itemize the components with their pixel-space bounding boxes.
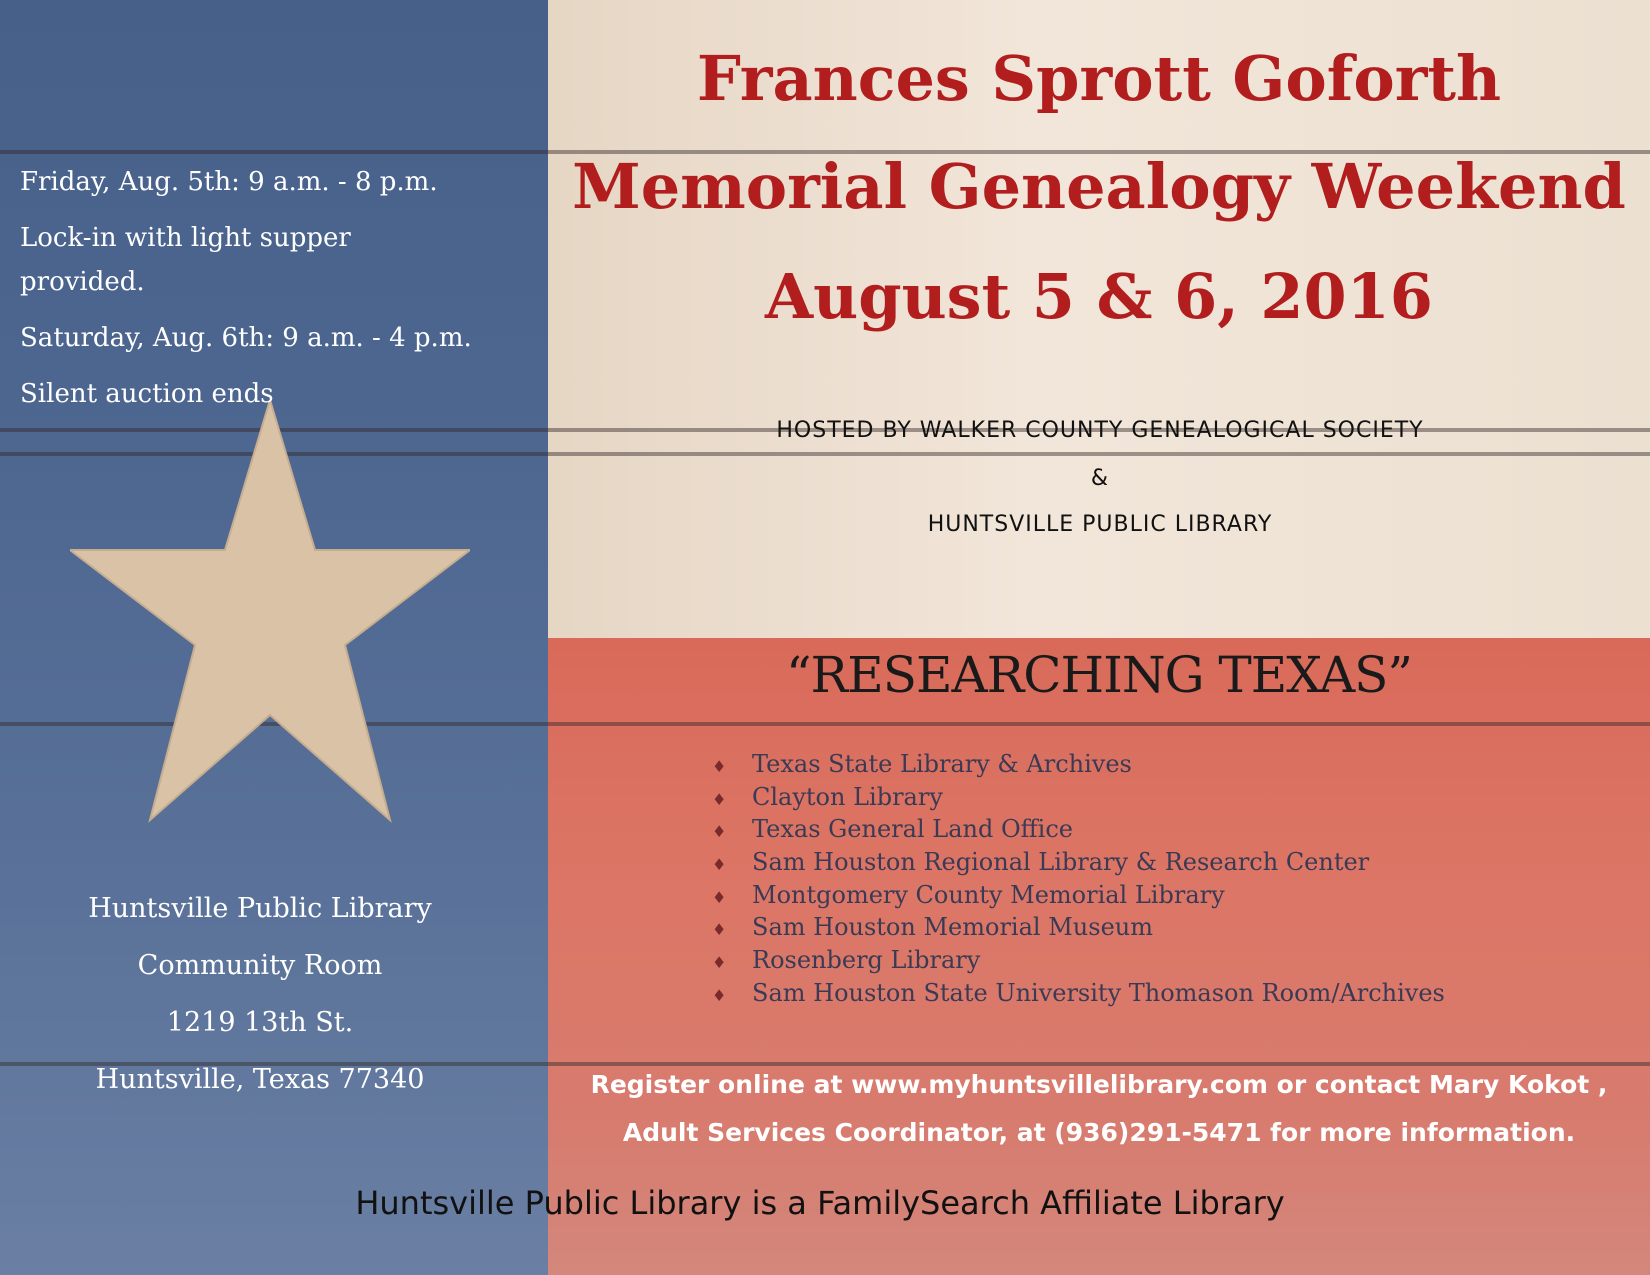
hosted-library: HUNTSVILLE PUBLIC LIBRARY — [927, 512, 1273, 537]
venue-room: Community Room — [137, 950, 383, 981]
venue-street: 1219 13th St. — [166, 1007, 354, 1038]
register-info-line-1: Register online at www.myhuntsvillelibrary.com or contact Mary Kokot , — [590, 1070, 1608, 1099]
schedule-line: Friday, Aug. 5th: 9 a.m. - 8 p.m. — [20, 167, 438, 197]
schedule-line: provided. — [20, 267, 145, 297]
title-line-2: Memorial Genealogy Weekend — [572, 150, 1626, 223]
resource-name: Texas State Library & Archives — [752, 750, 1132, 778]
resource-name: Sam Houston State University Thomason Room/Archives — [752, 978, 1445, 1007]
diamond-bullet-icon: ♦ — [712, 920, 727, 940]
schedule — [20, 160, 540, 416]
hosted-ampersand: & — [1090, 466, 1110, 491]
schedule-line: Lock-in with light supper — [20, 223, 351, 253]
list-item — [712, 879, 1445, 912]
title-line-1: Frances Sprott Goforth — [696, 42, 1502, 115]
list-item — [712, 781, 1445, 814]
resource-name: Sam Houston Regional Library & Research Center — [752, 848, 1370, 877]
star-icon — [70, 400, 470, 840]
venue-address — [60, 880, 460, 1108]
diamond-bullet-icon: ♦ — [712, 953, 727, 973]
venue-name: Huntsville Public Library — [88, 893, 432, 924]
resource-list — [712, 748, 1445, 1010]
resource-name: Montgomery County Memorial Library — [752, 880, 1225, 909]
list-item — [712, 748, 1445, 781]
list-item — [712, 846, 1445, 879]
diamond-bullet-icon: ♦ — [712, 757, 727, 776]
schedule-line: Saturday, Aug. 6th: 9 a.m. - 4 p.m. — [20, 323, 472, 353]
schedule-line: Silent auction ends — [20, 379, 274, 409]
resource-name: Sam Houston Memorial Museum — [752, 913, 1153, 942]
event-date: August 5 & 6, 2016 — [765, 260, 1433, 333]
affiliate-notice: Huntsville Public Library is a FamilySearch Affiliate Library — [355, 1184, 1285, 1222]
list-item — [712, 977, 1445, 1010]
register-info-line-2: Adult Services Coordinator, at (936)291-5471 for more information. — [622, 1118, 1576, 1147]
diamond-bullet-icon: ♦ — [712, 855, 727, 875]
diamond-bullet-icon: ♦ — [712, 822, 727, 842]
theme-heading: “RESEARCHING TEXAS” — [786, 646, 1412, 704]
diamond-bullet-icon: ♦ — [712, 887, 727, 907]
resource-name: Texas General Land Office — [752, 815, 1073, 844]
venue-city: Huntsville, Texas 77340 — [95, 1064, 425, 1095]
list-item — [712, 911, 1445, 944]
diamond-bullet-icon: ♦ — [712, 985, 727, 1005]
diamond-bullet-icon: ♦ — [712, 789, 727, 809]
list-item — [712, 813, 1445, 846]
list-item — [712, 944, 1445, 977]
hosted-by: HOSTED BY WALKER COUNTY GENEALOGICAL SOCIETY — [776, 418, 1424, 443]
resource-name: Rosenberg Library — [752, 946, 981, 975]
resource-name: Clayton Library — [752, 782, 943, 811]
